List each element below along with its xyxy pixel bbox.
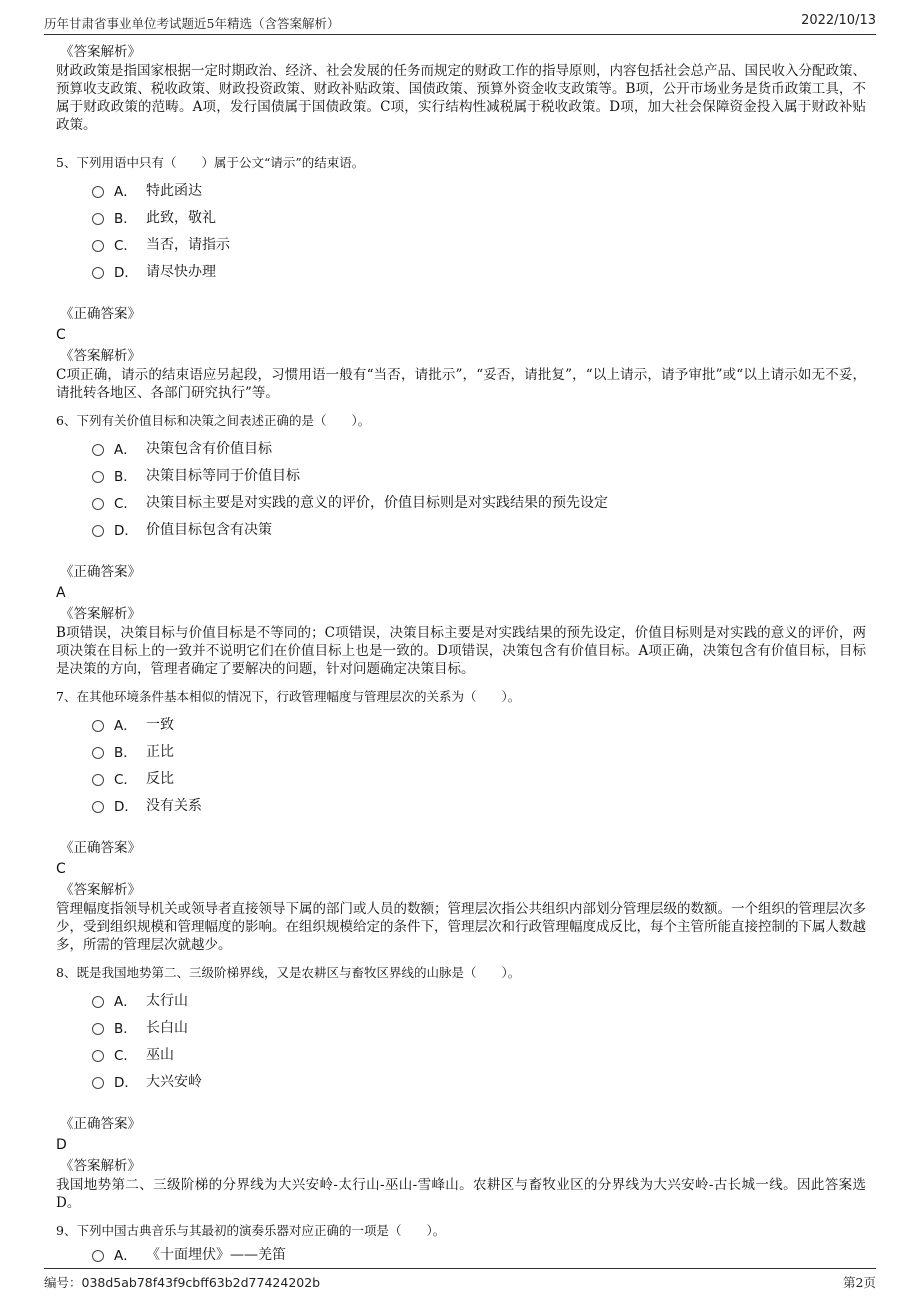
radio-icon[interactable] xyxy=(92,444,104,456)
option-label: 《十面埋伏》——羌笛 xyxy=(146,1246,286,1263)
option-label: 反比 xyxy=(146,770,174,787)
option-letter: C． xyxy=(114,1047,137,1064)
question-text: 6、下列有关价值目标和决策之间表述正确的是（ ）。 xyxy=(56,413,371,428)
option-label: 决策包含有价值目标 xyxy=(146,440,272,457)
correct-answer-label: 《正确答案》 xyxy=(60,564,141,580)
radio-icon[interactable] xyxy=(92,525,104,537)
correct-answer: D xyxy=(56,1137,67,1153)
option-letter: A． xyxy=(114,183,137,200)
option-b[interactable] xyxy=(92,203,866,230)
option-d[interactable] xyxy=(92,257,866,284)
radio-icon[interactable] xyxy=(92,1023,104,1035)
question-block xyxy=(56,412,866,678)
radio-icon[interactable] xyxy=(92,240,104,252)
question-text: 7、在其他环境条件基本相似的情况下，行政管理幅度与管理层次的关系为（ ）。 xyxy=(56,689,521,704)
option-label: 请尽快办理 xyxy=(146,263,216,280)
option-a[interactable] xyxy=(92,986,866,1013)
analysis-label: 《答案解析》 xyxy=(60,882,141,898)
option-a[interactable] xyxy=(92,434,866,461)
question-block xyxy=(56,964,866,1212)
option-a[interactable] xyxy=(92,1240,866,1267)
correct-answer-label: 《正确答案》 xyxy=(60,306,141,322)
correct-answer: C xyxy=(56,327,66,343)
analysis-text: 管理幅度指领导机关或领导者直接领导下属的部门或人员的数额；管理层次指公共组织内部划分管理层级的数额。一个组织的管理层次多少，受到组织规模和管理幅度的影响。在组织规模给定的条件下，管理层次和行政管理幅度成反比，每个主管所能直接控制的下属人数越多，所需的管理层次就越少。 xyxy=(56,901,866,953)
option-c[interactable] xyxy=(92,1040,866,1067)
option-letter: D． xyxy=(114,522,138,539)
option-d[interactable] xyxy=(92,515,866,542)
option-letter: A． xyxy=(114,717,137,734)
correct-answer-label: 《正确答案》 xyxy=(60,840,141,856)
radio-icon[interactable] xyxy=(92,774,104,786)
question-block xyxy=(56,688,866,954)
page-header xyxy=(44,12,876,35)
option-letter: C． xyxy=(114,771,137,788)
correct-answer-label: 《正确答案》 xyxy=(60,1116,141,1132)
option-letter: B． xyxy=(114,468,137,485)
option-label: 一致 xyxy=(146,716,174,733)
analysis-text: B项错误，决策目标与价值目标是不等同的；C项错误，决策目标主要是对实践结果的预先设定，价值目标则是对实践的意义的评价，两项决策在目标上的一致并不说明它们在价值目标上也是一致的。D项错误，决策包含有价值目标。A项正确，决策包含有价值目标，目标是决策的方向，管理者确定了要解决的问题，针对问题确定决策目标。 xyxy=(56,625,866,677)
document-body xyxy=(56,42,866,1267)
option-list xyxy=(92,986,866,1094)
radio-icon[interactable] xyxy=(92,1250,104,1262)
radio-icon[interactable] xyxy=(92,1050,104,1062)
analysis-label: 《答案解析》 xyxy=(60,1158,141,1174)
analysis-text: 财政政策是指国家根据一定时期政治、经济、社会发展的任务而规定的财政工作的指导原则，内容包括社会总产品、国民收入分配政策、预算收支政策、税收政策、财政投资政策、财政补贴政策、国债政策、预算外资金收支政策等。B项，公开市场业务是货币政策工具，不属于财政政策的范畴。A项，发行国债属于国债政策。C项，实行结构性减税属于税收政策。D项，加大社会保障资金投入属于财政补贴政策。 xyxy=(56,63,866,133)
option-list xyxy=(92,1240,866,1267)
option-d[interactable] xyxy=(92,1067,866,1094)
option-c[interactable] xyxy=(92,488,866,515)
question-block xyxy=(56,154,866,402)
option-label: 大兴安岭 xyxy=(146,1073,202,1090)
option-letter: B． xyxy=(114,210,137,227)
option-letter: D． xyxy=(114,798,138,815)
option-b[interactable] xyxy=(92,737,866,764)
analysis-text: C项正确，请示的结束语应另起段，习惯用语一般有“当否，请批示”，“妥否，请批复”，“以上请示，请予审批”或“以上请示如无不妥，请批转各地区、各部门研究执行”等。 xyxy=(56,367,866,401)
option-label: 价值目标包含有决策 xyxy=(146,521,272,538)
option-c[interactable] xyxy=(92,230,866,257)
analysis-label: 《答案解析》 xyxy=(60,348,141,364)
radio-icon[interactable] xyxy=(92,471,104,483)
option-label: 当否，请指示 xyxy=(146,236,230,253)
option-letter: C． xyxy=(114,495,137,512)
option-letter: A． xyxy=(114,1247,137,1264)
option-list xyxy=(92,434,866,542)
option-label: 没有关系 xyxy=(146,797,202,814)
question-text: 5、下列用语中只有（ ）属于公文“请示”的结束语。 xyxy=(56,155,365,170)
option-label: 太行山 xyxy=(146,992,188,1009)
radio-icon[interactable] xyxy=(92,996,104,1008)
radio-icon[interactable] xyxy=(92,1077,104,1089)
option-letter: D． xyxy=(114,1074,138,1091)
analysis-text: 我国地势第二、三级阶梯的分界线为大兴安岭-太行山-巫山-雪峰山。农耕区与畜牧业区的分界线为大兴安岭-古长城一线。因此答案选D。 xyxy=(56,1177,866,1211)
option-letter: B． xyxy=(114,744,137,761)
document-date: 2022/10/13 xyxy=(801,13,876,28)
option-letter: B． xyxy=(114,1020,137,1037)
option-c[interactable] xyxy=(92,764,866,791)
option-label: 长白山 xyxy=(146,1019,188,1036)
radio-icon[interactable] xyxy=(92,267,104,279)
option-label: 决策目标主要是对实践的意义的评价，价值目标则是对实践结果的预先设定 xyxy=(146,494,608,511)
page-footer xyxy=(44,1268,876,1291)
option-label: 决策目标等同于价值目标 xyxy=(146,467,300,484)
option-a[interactable] xyxy=(92,710,866,737)
question-block xyxy=(56,1222,866,1267)
radio-icon[interactable] xyxy=(92,186,104,198)
option-label: 此致，敬礼 xyxy=(146,209,216,226)
document-title: 历年甘肃省事业单位考试题近5年精选（含答案解析） xyxy=(44,16,340,31)
option-list xyxy=(92,710,866,818)
option-letter: A． xyxy=(114,993,137,1010)
option-letter: C． xyxy=(114,237,137,254)
option-label: 特此函达 xyxy=(146,182,202,199)
radio-icon[interactable] xyxy=(92,720,104,732)
option-d[interactable] xyxy=(92,791,866,818)
option-b[interactable] xyxy=(92,461,866,488)
radio-icon[interactable] xyxy=(92,213,104,225)
analysis-label: 《答案解析》 xyxy=(60,44,141,60)
correct-answer: A xyxy=(56,585,66,601)
radio-icon[interactable] xyxy=(92,747,104,759)
document-code: 编号：038d5ab78f43f9cbff63b2d77424202b xyxy=(44,1275,321,1290)
page-number: 第2页 xyxy=(843,1275,876,1290)
option-label: 正比 xyxy=(146,743,174,760)
analysis-label: 《答案解析》 xyxy=(60,606,141,622)
question-text: 8、既是我国地势第二、三级阶梯界线，又是农耕区与畜牧区界线的山脉是（ ）。 xyxy=(56,965,521,980)
question-text: 9、下列中国古典音乐与其最初的演奏乐器对应正确的一项是（ ）。 xyxy=(56,1223,446,1238)
option-letter: A． xyxy=(114,441,137,458)
option-letter: D． xyxy=(114,264,138,281)
radio-icon[interactable] xyxy=(92,498,104,510)
option-b[interactable] xyxy=(92,1013,866,1040)
radio-icon[interactable] xyxy=(92,801,104,813)
option-label: 巫山 xyxy=(146,1046,174,1063)
option-a[interactable] xyxy=(92,176,866,203)
correct-answer: C xyxy=(56,861,66,877)
option-list xyxy=(92,176,866,284)
